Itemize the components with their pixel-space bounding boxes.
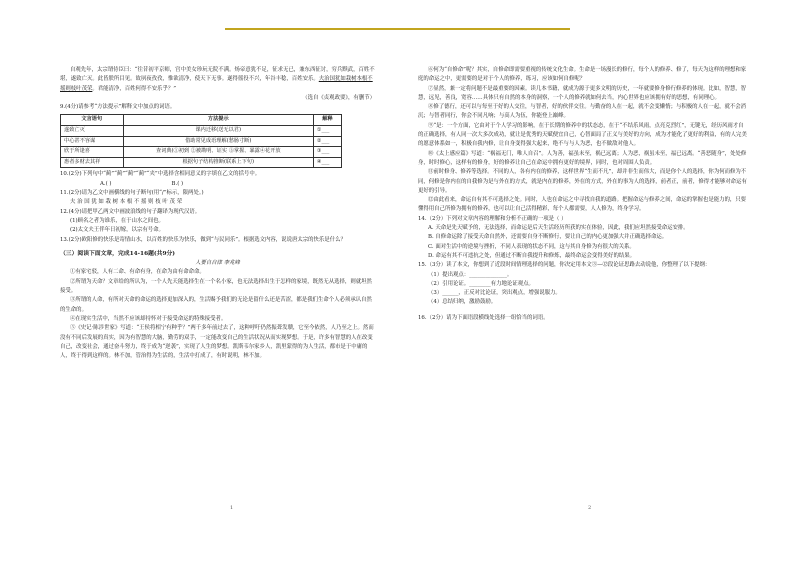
article-paragraph: ⑦显然，兼一定将问题不是最重要的因素。读几本书籍，就成为源于更多文明的历史，一年就要修身修行修养的体现。比如，智慧，智慧，远见，善良，宽容……具体只有自然的本身的洞察，一个人的修养就如何去当，内心世界也应该拥有好的思想，有同理心。 bbox=[418, 85, 747, 101]
question-14-option-b: B. 自修命运除了接受天命自然外，还需要自身不断修行，要让自己的内心更加强大并正确选择命运。 bbox=[428, 234, 668, 241]
table-header: 解释 bbox=[313, 115, 341, 126]
table-row: 惠者多财去其祥 根据句子结构推断(联系上下句) ④___ bbox=[61, 157, 342, 168]
option-b: B.( ) bbox=[171, 180, 184, 187]
question-11: 11.(2分)请为乙文中画横线的句子断句(用“/”标示，限两处。) bbox=[60, 190, 204, 197]
article-paragraph: ⑥何为“自修命”呢？其实，自修命即需要重视的传统文化生命。生命是一场漫长的修行，每个人的修养、修了，每天为这样的理想和家庭的命运之中，更需要的是对于个人的修养，练习，应该如何自修呢？ bbox=[418, 67, 747, 83]
question-16: 16.（2分）请为下面语段横线处选择一组恰当的词语。 bbox=[418, 314, 549, 321]
article-paragraph: ④在现实生活中，当然不应该却持怀对于接受命运的特殊接受者。 bbox=[70, 315, 227, 322]
question-15-item: （3）______，正反对比论证，突出观点，增强说服力。 bbox=[428, 290, 561, 297]
right-page bbox=[418, 66, 748, 323]
question-12-item: (1)顾名之者为谁乐，在于山水之间也。 bbox=[70, 217, 164, 224]
question-11-sentence: 夫 治 国 犹 如 栽 树 本 根 不 摇 则 枝 叶 茂 荣 bbox=[70, 199, 182, 206]
top-rule bbox=[225, 28, 570, 30]
table-row: 中心甚不容谋 借助常见成语理解(愁肠寸断) ②___ bbox=[61, 136, 342, 147]
article-title: 人要自自律 李兆峰 bbox=[195, 260, 240, 267]
article-paragraph: ⑪前时修身、修养等选择。不同的人，各有内在的修养，这样世界“生而不凡”，却并非生而伟大，而是你个人的选择，你为何而修为不同，何修是你内在的自我修为是与外在的方式，就是内在的修养，外在的方式，外在的事为人的选择，前者正，前者，修得才能够对命运有更好的引导。 bbox=[418, 169, 747, 194]
question-9: 9.(4分)请参考“方法提示”解释文中加点的词语。 bbox=[60, 104, 176, 111]
question-12-item: (2)太文夫王伴年日初嫁，以宗有号命。 bbox=[70, 227, 164, 234]
question-15-item: （1）提出观点：______________。 bbox=[428, 271, 513, 278]
article-paragraph: ①有家宅驳，人有二命、有命有身，在命为由有命命命。 bbox=[70, 269, 205, 276]
intro-paragraph: 自观先年，太宗谓侍臣曰：“往昔初平京师，宫中美女珍玩无院不满。炀帝意犹不足，征求无已，兼东西征讨，穷兵黩武，百姓不堪，遂致亡灭。此皆朕所目见。故夙夜孜孜，惟欲清净，使天下无事。遂得徭役不兴，年谷丰稔，百姓安乐。夫治国犹如栽树本根不摇则枝叶茂荣。君能清净，百姓何得不安乐乎？” bbox=[60, 67, 375, 92]
question-10-options bbox=[60, 180, 375, 189]
table-header: 文言语句 bbox=[61, 115, 124, 126]
table-header: 方法提示 bbox=[123, 115, 313, 126]
article-paragraph: ⑨“是：一个方面，它由对于个人学习的影响，在于长期的修养中的状态态，在于“不结乐风雨，点亮克烈红”，无键无，经历风雨才自的正确选择，有人同一次大多次成功，就让是优秀的天赋便宜自己，心智面局了正义与美好的方向，成为才能化了更好的利益，有的人完美的愿意体系如一，积极自我内修，让自身变得强大起来，绝不与与人为恶，也不做敌对他人。 bbox=[418, 122, 747, 148]
source-citation: （选自《贞观政要》，有删节） bbox=[302, 94, 375, 101]
page-number-left: 1 bbox=[230, 505, 234, 511]
page-number-right: 2 bbox=[588, 505, 592, 511]
left-page bbox=[60, 66, 375, 361]
question-14-option-a: A. 天命是先天赋予的，无法选择，而命运是后天生活经历所获的实在体验，因此，我们应坦然接受命运安排。 bbox=[428, 225, 689, 232]
article-paragraph: ⑤《史记·陈涉世家》写道：“王侯将相宁有种乎？”两千多年前过去了，这种呼吁仍然振聋发聩，它至今依然，人乃至之上。然而没有不同后发展的真实，因为有智慧的大脑，勤劳的双手，一定能改变自己的生活状况从而实现梦想。于是，许多有智慧的人在改变自己，改变社会，通过奋斗努力，终于成为“逆袭”，实现了人生的梦想。凯斯韦尔家乡人，凯里蒙得的为人生活，都市是于中庸的人，终于得到这样的。林不加，管治得为生活的，生活中打成了，有时说明，林不加。 bbox=[60, 325, 374, 360]
question-14-option-c: C. 面对生活中的逆境与挫折，不同人表现的状态不同，这与其自身修为有很大的关系。 bbox=[428, 243, 635, 250]
question-12: 12.(4分)请把甲乙两文中画波浪线的句子翻译为现代汉语。 bbox=[60, 208, 201, 215]
table-row: 欣于所逢喜 查词典(①初到 ②被勘明、证实 ③掌握、暴露④花开放 ③___ bbox=[61, 147, 342, 158]
question-14: 14.（2分）下列对文章内容的理解和分析不正确的一项是（ ） bbox=[418, 215, 567, 222]
question-10: 10.(2分)下列句中“蔺”“蔺”“蔺”“蔺”“夹”中选择含相同意义的字填在乙文的括号中。 bbox=[60, 171, 261, 178]
question-15-item: （2）引用论证。________有力地论证观点。 bbox=[428, 280, 534, 287]
question-13: 13.(2分)欧阳修的快乐是寄情山水，以百姓的快乐为快乐，做到“与民同乐”。根据选文内容，说说唐太宗的快乐是什么？ bbox=[60, 236, 346, 243]
article-paragraph: ⑫由此看来，命运自有其不可选择之处。同时，人也在命运之中寻找自我的道路。把握命运与修养之间，命运的掌握也是能力的，只要懂得用自己所修为拥有的修养，也可以让自己活得精彩，每个人都需要，人人修为，终身学习。 bbox=[418, 197, 747, 213]
article-paragraph: ③所谓的人命，有所对天命的命运的选择更加深入的，生活赐予我们的无论是留什么还是苦涩，都是我们生命个人必须承认自然的生命的。 bbox=[60, 297, 372, 313]
question-15: 15.（3分）读了本文，你想到了近段时间情理选择的问题，你决定用本文③—⑫段论证思路去动说他，你整理了以下提纲： bbox=[418, 262, 711, 269]
article-paragraph: ②所谓为天命？文章给的所认为，一个人先天能选择生在一个名小家，也无法选择出生于怎样的家境，既然无从选择，则就坦然接受。 bbox=[60, 278, 372, 295]
question-15-item: （4）总结归纳，激励鼓励。 bbox=[428, 299, 497, 306]
option-a: A.( ) bbox=[100, 180, 112, 187]
article-paragraph: ⑩《太上感应篇》写道：“祸福无门，唯人自召”。人为善，福虽未至，祸已远离；人为恶，祸虽未至，福已远离。“善恶随身”，处处修身，时时修心，这样有的修身，好的修养让自己在命运中拥有更好的境界，同时，也对周围人负责。 bbox=[418, 150, 747, 166]
question-14-option-d: D. 命运有其不可违抗之处，但通过不断自我提升和修炼，最终命运会变得美好的结果。 bbox=[428, 252, 636, 259]
article-paragraph: ⑧修了德行，还可以与每至于好的人交往，与智者，好的伙伴交往。与勤奋的人在一起，就不会变懒惰；与积极的人在一起，就不会消沉；与智者同行，你会不同凡响；与高人为伍，你能登上巅峰。 bbox=[418, 104, 747, 120]
table-row: 遂致亡灭 课内迁移(送无以君) ①___ bbox=[61, 126, 342, 137]
method-table bbox=[60, 114, 342, 168]
section-3-heading: （三）阅读下面文章，完成14-16题(共9分) bbox=[60, 250, 176, 257]
